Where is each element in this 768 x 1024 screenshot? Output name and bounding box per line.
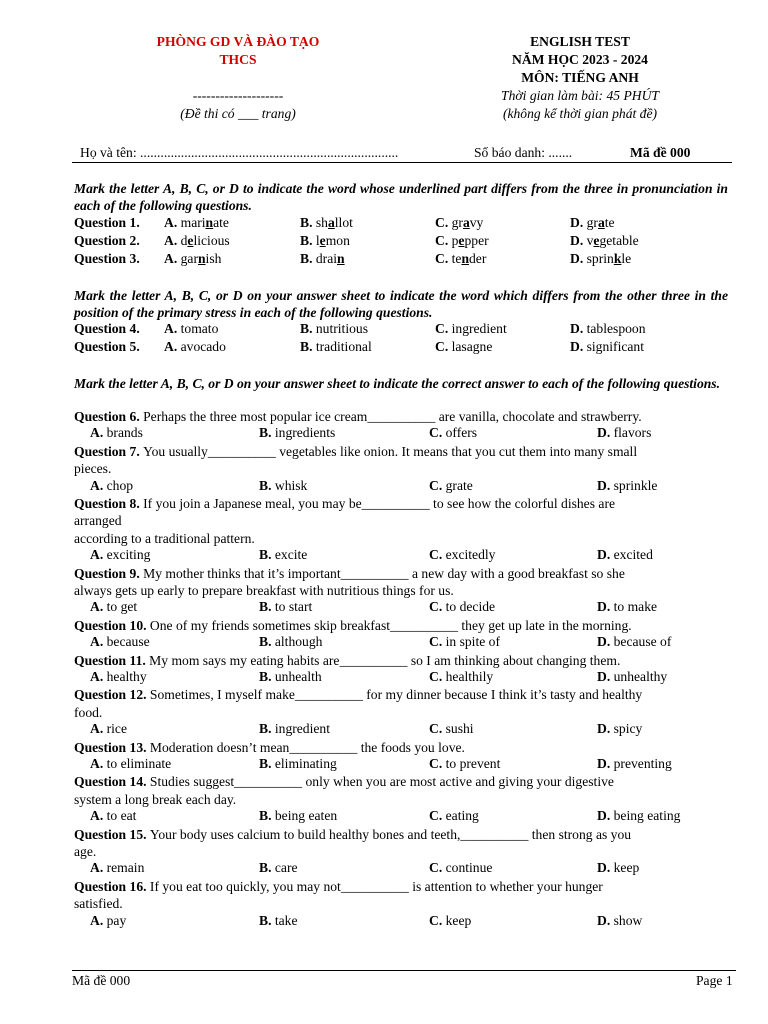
answer-option-d[interactable] bbox=[597, 860, 639, 876]
option-text: remain bbox=[106, 860, 145, 876]
question-label: Question 10. bbox=[74, 617, 150, 633]
word-part: vy bbox=[469, 215, 484, 230]
option-letter: C. bbox=[429, 860, 446, 876]
answer-option-d[interactable] bbox=[597, 599, 657, 615]
option-text: to eat bbox=[106, 808, 137, 824]
option-c[interactable] bbox=[435, 215, 483, 231]
option-text: lasagne bbox=[448, 339, 493, 354]
question-text: Your body uses calcium to build healthy bones and teeth,__________ then strong as you bbox=[149, 826, 632, 842]
question-label: Question 14. bbox=[74, 774, 150, 790]
option-b[interactable] bbox=[300, 339, 372, 355]
option-c[interactable] bbox=[435, 321, 507, 337]
option-letter: B. bbox=[259, 547, 275, 563]
word-part: sh bbox=[315, 215, 328, 230]
underlined-part: n bbox=[461, 251, 469, 266]
answer-option-c[interactable] bbox=[429, 634, 500, 650]
option-letter: D. bbox=[597, 756, 614, 771]
option-a[interactable] bbox=[164, 339, 226, 355]
option-letter: A. bbox=[90, 912, 107, 928]
student-id-field: Số báo danh: ....... bbox=[474, 145, 573, 160]
option-text: to get bbox=[106, 599, 138, 615]
option-letter: C. bbox=[429, 669, 446, 684]
option-letter: C. bbox=[435, 339, 449, 354]
question-stem bbox=[74, 408, 642, 425]
question-label: Question 4. bbox=[74, 321, 140, 336]
option-text: chop bbox=[106, 477, 134, 493]
option-text: significant bbox=[583, 339, 644, 354]
answer-option-d[interactable] bbox=[597, 634, 671, 650]
question-label: Question 7. bbox=[74, 443, 144, 459]
answer-option-a[interactable] bbox=[90, 860, 144, 876]
question-stem-continued: arranged bbox=[74, 513, 122, 529]
option-c[interactable] bbox=[435, 233, 489, 249]
option-letter: A. bbox=[164, 233, 181, 248]
option-text: flavors bbox=[613, 425, 652, 441]
time-note: (không kể thời gian phát đề) bbox=[502, 106, 658, 121]
answer-option-d[interactable] bbox=[597, 425, 651, 441]
word-part: sprin bbox=[586, 251, 614, 266]
answer-option-a[interactable] bbox=[90, 808, 136, 824]
option-letter: C. bbox=[429, 599, 446, 615]
option-text: continue bbox=[445, 860, 493, 876]
underlined-part: e bbox=[187, 233, 194, 248]
answer-option-c[interactable] bbox=[429, 425, 477, 441]
option-letter: C. bbox=[429, 808, 446, 824]
option-text: eating bbox=[445, 808, 479, 824]
option-text: avocado bbox=[177, 339, 226, 354]
word-part: drai bbox=[315, 251, 338, 266]
option-text: healthy bbox=[106, 669, 147, 684]
option-b[interactable] bbox=[300, 233, 350, 249]
option-letter: B. bbox=[259, 599, 275, 615]
question-stem bbox=[74, 739, 465, 756]
option-letter: C. bbox=[435, 233, 452, 248]
question-text: You usually__________ vegetables like onion. It means that you cut them into many small bbox=[143, 443, 638, 459]
underlined-part: e bbox=[319, 233, 326, 248]
question-label: Question 8. bbox=[74, 496, 144, 511]
option-letter: C. bbox=[429, 912, 446, 928]
question-text: If you eat too quickly, you may not__________ is attention to whether your hunger bbox=[149, 878, 603, 894]
answer-option-a[interactable] bbox=[90, 634, 150, 650]
question-stem-continued: food. bbox=[74, 704, 103, 720]
question-label: Question 3. bbox=[74, 251, 140, 266]
question-text: Perhaps the three most popular ice cream__________ are vanilla, chocolate and strawberry. bbox=[143, 409, 642, 424]
option-letter: D. bbox=[597, 808, 614, 824]
option-text: being eaten bbox=[274, 808, 338, 824]
question-stem bbox=[74, 826, 631, 843]
question-stem-continued: pieces. bbox=[74, 461, 112, 477]
option-letter: A. bbox=[90, 756, 107, 771]
option-letter: C. bbox=[429, 634, 446, 650]
option-letter: D. bbox=[597, 477, 614, 493]
option-text: unhealth bbox=[274, 669, 322, 684]
underlined-part: a bbox=[327, 215, 335, 230]
answer-option-d[interactable] bbox=[597, 913, 642, 929]
option-letter: A. bbox=[90, 425, 107, 441]
question-label: Question 12. bbox=[74, 687, 150, 703]
option-text: care bbox=[274, 860, 298, 876]
question-stem-continued: according to a traditional pattern. bbox=[74, 530, 255, 546]
answer-option-c[interactable] bbox=[429, 913, 471, 929]
option-letter: D. bbox=[570, 215, 587, 230]
question-label: Question 1. bbox=[74, 215, 140, 230]
word-part: d bbox=[180, 233, 188, 248]
option-letter: C. bbox=[435, 251, 452, 266]
answer-option-b[interactable] bbox=[259, 808, 337, 824]
answer-option-b[interactable] bbox=[259, 547, 307, 563]
option-text: brands bbox=[106, 425, 143, 441]
option-text: ingredients bbox=[274, 425, 336, 441]
question-stem bbox=[74, 652, 620, 669]
option-text: to eliminate bbox=[106, 756, 172, 771]
option-a[interactable] bbox=[164, 215, 229, 231]
option-text: although bbox=[274, 634, 323, 650]
option-letter: A. bbox=[90, 860, 107, 876]
word-part: ish bbox=[205, 251, 222, 266]
word-part: v bbox=[586, 233, 594, 248]
option-letter: A. bbox=[164, 321, 178, 336]
question-label: Question 2. bbox=[74, 233, 140, 248]
question-stem-continued: always gets up early to prepare breakfast with nutritious things for us. bbox=[74, 583, 454, 598]
word-part: le bbox=[621, 251, 632, 266]
option-text: preventing bbox=[613, 756, 672, 771]
answer-option-d[interactable] bbox=[597, 547, 653, 563]
footer-rule bbox=[72, 970, 736, 971]
question-text: One of my friends sometimes skip breakfast__________ they get up late in the morning. bbox=[149, 617, 632, 633]
option-letter: B. bbox=[300, 339, 313, 354]
word-part: te bbox=[451, 251, 462, 266]
answer-option-a[interactable] bbox=[90, 547, 150, 563]
word-part: pper bbox=[464, 233, 489, 248]
option-text: whisk bbox=[274, 477, 308, 493]
option-text: being eating bbox=[613, 808, 681, 824]
section1-instruction: Mark the letter A, B, C, or D to indicate the word whose underlined part differs from the three in pronunciation in each of the following questions. bbox=[74, 181, 728, 213]
question-stem-continued: age. bbox=[74, 844, 97, 859]
option-letter: B. bbox=[259, 808, 275, 824]
header-divider-dashes: -------------------- bbox=[192, 88, 284, 103]
word-part: te bbox=[604, 215, 615, 230]
option-letter: B. bbox=[259, 756, 275, 771]
answer-option-b[interactable] bbox=[259, 913, 298, 929]
option-text: exciting bbox=[106, 547, 151, 563]
option-letter: B. bbox=[259, 669, 275, 684]
option-b[interactable] bbox=[300, 321, 368, 337]
underlined-part: n bbox=[337, 251, 345, 266]
option-letter: A. bbox=[90, 599, 107, 615]
section2-instruction: Mark the letter A, B, C, or D on your answer sheet to indicate the word which differs from the other three in the position of the primary stress in each of the following questions. bbox=[74, 288, 728, 320]
question-label: Question 13. bbox=[74, 739, 150, 755]
word-part: llot bbox=[334, 215, 353, 230]
underlined-part: n bbox=[205, 215, 214, 230]
question-text: My mom says my eating habits are__________ so I am thinking about changing them. bbox=[149, 652, 621, 668]
option-letter: D. bbox=[570, 339, 584, 354]
option-text: keep bbox=[613, 860, 640, 876]
section3-instruction: Mark the letter A, B, C, or D on your answer sheet to indicate the correct answer to each of the following questions. bbox=[74, 376, 720, 391]
option-d[interactable] bbox=[570, 339, 644, 355]
option-text: tomato bbox=[177, 321, 219, 336]
option-letter: B. bbox=[300, 215, 316, 230]
question-text: Moderation doesn’t mean__________ the foods you love. bbox=[149, 739, 465, 755]
answer-option-b[interactable] bbox=[259, 478, 307, 494]
school-department: PHÒNG GD VÀ ĐÀO TẠO bbox=[156, 34, 320, 49]
option-d[interactable] bbox=[570, 215, 615, 231]
question-stem-continued: system a long break each day. bbox=[74, 791, 237, 807]
option-letter: B. bbox=[259, 477, 275, 493]
option-a[interactable] bbox=[164, 233, 230, 249]
underlined-part: e bbox=[593, 233, 600, 248]
option-d[interactable] bbox=[570, 321, 646, 337]
word-part: der bbox=[469, 251, 487, 266]
option-text: excited bbox=[613, 547, 653, 563]
answer-option-a[interactable] bbox=[90, 721, 127, 737]
option-text: traditional bbox=[312, 339, 372, 354]
option-letter: A. bbox=[90, 808, 107, 824]
option-text: unhealthy bbox=[613, 669, 668, 684]
answer-option-b[interactable] bbox=[259, 634, 322, 650]
option-letter: A. bbox=[90, 634, 107, 650]
test-title: ENGLISH TEST bbox=[530, 34, 630, 49]
option-text: to prevent bbox=[445, 756, 501, 771]
answer-option-a[interactable] bbox=[90, 756, 171, 772]
question-stem bbox=[74, 878, 603, 895]
option-letter: D. bbox=[570, 321, 584, 336]
answer-option-a[interactable] bbox=[90, 425, 143, 441]
school-name: THCS bbox=[219, 52, 257, 67]
underlined-part: a bbox=[462, 215, 470, 230]
option-letter: B. bbox=[300, 251, 316, 266]
footer-page-number: Page 1 bbox=[696, 973, 733, 988]
answer-option-b[interactable] bbox=[259, 860, 298, 876]
question-label: Question 15. bbox=[74, 826, 150, 842]
option-letter: D. bbox=[597, 860, 614, 876]
answer-option-d[interactable] bbox=[597, 478, 657, 494]
answer-option-c[interactable] bbox=[429, 756, 500, 772]
option-letter: D. bbox=[597, 912, 614, 928]
word-part: l bbox=[315, 233, 320, 248]
underlined-part: a bbox=[597, 215, 605, 230]
option-b[interactable] bbox=[300, 251, 345, 267]
question-text: My mother thinks that it’s important__________ a new day with a good breakfast so she bbox=[143, 565, 625, 581]
option-text: to make bbox=[613, 599, 658, 615]
option-letter: D. bbox=[597, 634, 614, 650]
question-stem bbox=[74, 686, 642, 703]
option-text: grate bbox=[445, 477, 473, 493]
option-text: to decide bbox=[445, 599, 496, 615]
option-letter: B. bbox=[300, 233, 316, 248]
answer-option-d[interactable] bbox=[597, 808, 680, 824]
answer-option-c[interactable] bbox=[429, 808, 479, 824]
option-text: because bbox=[106, 634, 150, 650]
option-text: keep bbox=[445, 912, 472, 928]
question-label: Question 5. bbox=[74, 339, 140, 354]
option-letter: A. bbox=[164, 251, 181, 266]
answer-option-a[interactable] bbox=[90, 913, 126, 929]
option-letter: A. bbox=[90, 721, 107, 737]
option-d[interactable] bbox=[570, 233, 639, 249]
option-letter: D. bbox=[597, 669, 614, 684]
answer-option-b[interactable] bbox=[259, 599, 312, 615]
question-text: If you join a Japanese meal, you may be__________ to see how the colorful dishes are bbox=[143, 496, 616, 511]
answer-option-a[interactable] bbox=[90, 599, 137, 615]
option-text: excite bbox=[274, 547, 308, 563]
question-stem bbox=[74, 565, 625, 582]
word-part: p bbox=[451, 233, 459, 248]
option-text: because of bbox=[613, 634, 672, 650]
word-part: mon bbox=[325, 233, 350, 248]
option-letter: B. bbox=[259, 425, 275, 441]
answer-option-d[interactable] bbox=[597, 669, 667, 685]
question-text: Sometimes, I myself make__________ for my dinner because I think it’s tasty and healthy bbox=[149, 687, 643, 703]
option-text: offers bbox=[445, 425, 478, 441]
option-text: tablespoon bbox=[583, 321, 646, 336]
option-letter: D. bbox=[597, 425, 614, 441]
option-letter: B. bbox=[259, 721, 275, 737]
answer-option-c[interactable] bbox=[429, 721, 474, 737]
option-letter: C. bbox=[435, 321, 449, 336]
option-letter: A. bbox=[90, 477, 107, 493]
option-letter: C. bbox=[435, 215, 452, 230]
option-letter: C. bbox=[429, 425, 446, 441]
option-a[interactable] bbox=[164, 251, 221, 267]
answer-option-c[interactable] bbox=[429, 860, 492, 876]
answer-option-c[interactable] bbox=[429, 547, 495, 563]
answer-option-b[interactable] bbox=[259, 756, 337, 772]
question-stem bbox=[74, 617, 632, 634]
option-text: take bbox=[274, 912, 298, 928]
underlined-part: k bbox=[613, 251, 622, 266]
school-year: NĂM HỌC 2023 - 2024 bbox=[512, 52, 648, 67]
option-text: eliminating bbox=[274, 756, 337, 771]
option-text: ingredient bbox=[274, 721, 330, 737]
question-label: Question 16. bbox=[74, 878, 150, 894]
word-part: ate bbox=[213, 215, 229, 230]
subject: MÔN: TIẾNG ANH bbox=[521, 70, 639, 85]
option-letter: C. bbox=[429, 756, 446, 771]
option-text: spicy bbox=[613, 721, 643, 737]
option-letter: A. bbox=[164, 215, 181, 230]
option-text: show bbox=[613, 912, 643, 928]
option-d[interactable] bbox=[570, 251, 631, 267]
option-text: nutritious bbox=[312, 321, 368, 336]
option-letter: C. bbox=[429, 547, 446, 563]
option-text: to start bbox=[274, 599, 313, 615]
option-text: excitedly bbox=[445, 547, 496, 563]
word-part: gr bbox=[451, 215, 463, 230]
answer-option-a[interactable] bbox=[90, 478, 133, 494]
question-stem-continued: satisfied. bbox=[74, 896, 123, 912]
student-name-field: Họ và tên: ............................................................................ bbox=[80, 145, 399, 160]
option-letter: A. bbox=[90, 669, 107, 684]
option-letter: A. bbox=[164, 339, 178, 354]
option-text: in spite of bbox=[445, 634, 500, 650]
option-text: pay bbox=[106, 912, 127, 928]
option-text: healthily bbox=[445, 669, 494, 684]
answer-option-b[interactable] bbox=[259, 669, 322, 685]
word-part: gr bbox=[586, 215, 598, 230]
question-label: Question 6. bbox=[74, 409, 144, 424]
answer-option-c[interactable] bbox=[429, 599, 495, 615]
question-label: Question 9. bbox=[74, 565, 144, 581]
footer-exam-code: Mã đề 000 bbox=[72, 973, 131, 988]
option-letter: D. bbox=[597, 599, 614, 615]
option-letter: D. bbox=[570, 251, 587, 266]
option-letter: B. bbox=[259, 860, 275, 876]
underlined-part: n bbox=[197, 251, 206, 266]
option-letter: A. bbox=[90, 547, 107, 563]
option-letter: B. bbox=[259, 634, 275, 650]
option-a[interactable] bbox=[164, 321, 218, 337]
question-stem bbox=[74, 443, 637, 460]
option-letter: B. bbox=[300, 321, 313, 336]
word-part: gar bbox=[180, 251, 198, 266]
word-part: getable bbox=[599, 233, 639, 248]
option-letter: D. bbox=[597, 721, 614, 737]
underlined-part: e bbox=[458, 233, 465, 248]
exam-code: Mã đề 000 bbox=[630, 145, 691, 160]
answer-option-a[interactable] bbox=[90, 669, 147, 685]
header-rule bbox=[72, 162, 732, 163]
option-letter: D. bbox=[570, 233, 587, 248]
option-letter: B. bbox=[259, 912, 275, 928]
question-stem bbox=[74, 495, 615, 512]
option-letter: C. bbox=[429, 721, 446, 737]
option-c[interactable] bbox=[435, 251, 486, 267]
answer-option-d[interactable] bbox=[597, 756, 672, 772]
question-label: Question 11. bbox=[74, 652, 150, 668]
answer-option-c[interactable] bbox=[429, 669, 493, 685]
option-text: ingredient bbox=[448, 321, 507, 336]
page-count-note: (Đề thi có ___ trang) bbox=[180, 106, 296, 121]
option-text: sushi bbox=[445, 721, 474, 737]
option-letter: D. bbox=[597, 547, 614, 563]
option-text: sprinkle bbox=[613, 477, 658, 493]
word-part: licious bbox=[193, 233, 230, 248]
option-text: rice bbox=[106, 721, 127, 737]
option-c[interactable] bbox=[435, 339, 492, 355]
answer-option-b[interactable] bbox=[259, 425, 335, 441]
question-text: Studies suggest__________ only when you are most active and giving your digestive bbox=[149, 774, 614, 790]
answer-option-c[interactable] bbox=[429, 478, 473, 494]
answer-option-b[interactable] bbox=[259, 721, 330, 737]
time-limit: Thời gian làm bài: 45 PHÚT bbox=[501, 88, 659, 103]
option-letter: C. bbox=[429, 477, 446, 493]
question-stem bbox=[74, 773, 614, 790]
answer-option-d[interactable] bbox=[597, 721, 642, 737]
option-b[interactable] bbox=[300, 215, 353, 231]
word-part: mari bbox=[180, 215, 206, 230]
